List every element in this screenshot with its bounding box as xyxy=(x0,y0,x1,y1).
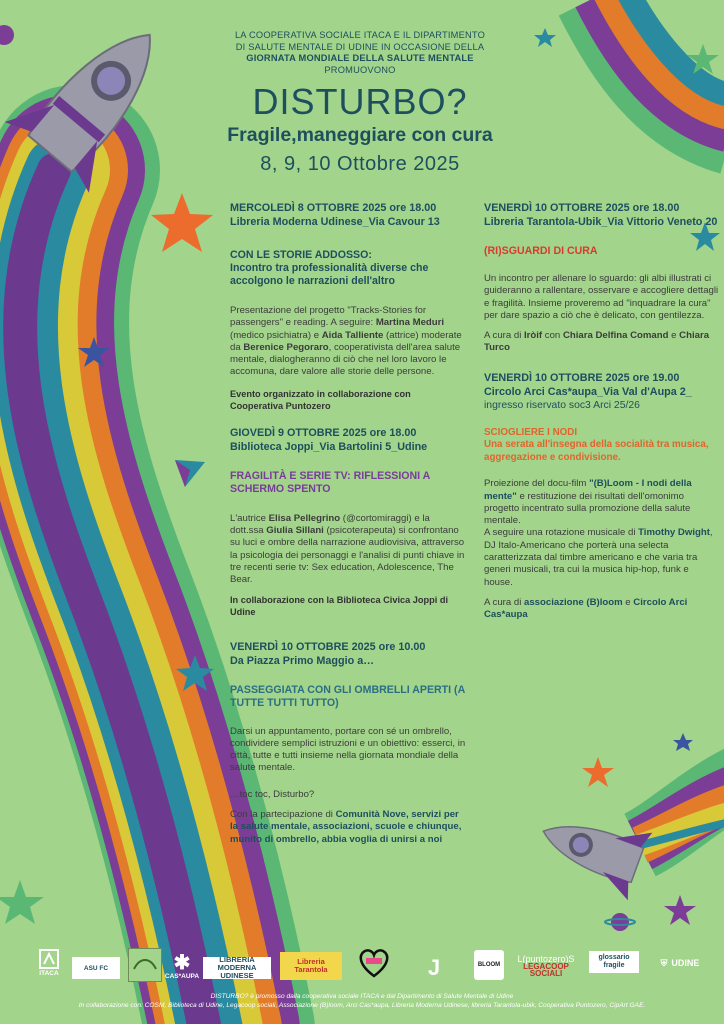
event-fri-evening-cura: A cura di Iròif con Chiara Delfina Comand e Chiara Turco xyxy=(484,330,710,354)
itaca-icon xyxy=(38,948,60,970)
event-wed xyxy=(230,201,466,412)
event-dates: 8, 9, 10 Ottobre 2025 xyxy=(260,153,460,175)
header-line-1: LA COOPERATIVA SOCIALE ITACA E IL DIPARTIMENTO xyxy=(234,30,486,40)
asterisk-icon: ✱ xyxy=(173,951,191,974)
event-wed-collab: Evento organizzato in collaborazione con Cooperativa Puntozero xyxy=(230,388,411,411)
heart-logo xyxy=(356,946,392,980)
header-line-3: GIORNATA MONDIALE DELLA SALUTE MENTALE xyxy=(246,53,474,64)
event-fri-morning-when: VENERDÌ 10 OTTOBRE 2025 ore 10.00 xyxy=(230,640,426,653)
event-fri-evening xyxy=(484,201,720,355)
event-fri-evening-title: (RI)SGUARDI DI CURA xyxy=(484,245,598,257)
event-fri-night-title: SCIOGLIERE I NODI xyxy=(484,426,578,438)
event-fri-morning-knock: …toc toc, Disturbo? xyxy=(230,788,315,800)
page-title: DISTURBO? xyxy=(252,81,468,122)
itaca-logo: ITACA xyxy=(34,944,64,980)
bloom-logo: BLOOM xyxy=(474,950,504,980)
heart-icon xyxy=(357,947,391,979)
joppi-icon: J xyxy=(427,954,441,980)
event-fri-evening-description: Un incontro per allenare lo sguardo: gli albi illustrati ci guideranno a rallentare, osservare e accogliere dettagli e fragilità. Insieme proveremo ad "inquadrare la cura" per dare spazio a ciò che è delicato, con gentilezza. xyxy=(484,273,719,321)
event-fri-night-cura: A cura di associazione (B)loom e Circolo Arci Cas*aupa xyxy=(484,596,688,621)
event-thu-title: FRAGILITÀ E SERIE TV: RIFLESSIONI A SCHERMO SPENTO xyxy=(230,469,430,496)
puntozero-legacoop-logo: L(puntozero)S LEGACOOP SOCIALI xyxy=(517,953,575,978)
event-wed-when: MERCOLEDÌ 8 OTTOBRE 2025 ore 18.00 xyxy=(230,202,437,214)
casaupa-logo: ✱ CAS*AUPA xyxy=(164,951,200,980)
event-fri-night-music: A seguire una rotazione musicale di Timothy Dwight, DJ Italo-Americano che porterà una selecta caratterizzata dal timbre americano e che varia tra generi musicali, tra cui la musica hip-hop, funk e house. xyxy=(484,527,713,588)
udine-crest-icon: ⛨ xyxy=(660,957,668,968)
event-wed-where: Libreria Moderna Udinese_Via Cavour 13 xyxy=(230,216,440,228)
cosm-icon xyxy=(132,955,158,975)
event-fri-night-subtitle: Una serata all'insegna della socialità tra musica, aggregazione e condivisione. xyxy=(484,439,709,463)
event-fri-night-where: Circolo Arci Cas*aupa_Via Val d'Aupa 2_ xyxy=(484,385,692,398)
event-thu-description: L'autrice Elisa Pellegrino (@cortomiraggi) e la dott.ssa Giulia Sillani (psicoterapeuta) si confrontano su luci e ombre della narrazione audiovisiva, attraverso la psicologia dei personaggi e l'analisi di punti chiave in tre recenti serie tv: Sex education, Adolescence, The Bear. xyxy=(230,512,465,586)
event-wed-title: CON LE STORIE ADDOSSO: xyxy=(230,249,372,261)
asufc-logo: ASU FC xyxy=(72,957,120,979)
event-fri-morning-participation: Con la partecipazione di Comunità Nove, servizi per la salute mentale, associazioni, scuole e chiunque, munito di ombrello, abbia voglia di unirsi a noi xyxy=(230,809,462,845)
header-line-2: DI SALUTE MENTALE DI UDINE IN OCCASIONE DELLA xyxy=(235,41,485,52)
header-line-4: PROMUOVONO xyxy=(324,64,396,75)
event-fri-night-when: VENERDÌ 10 OTTOBRE 2025 ore 19.00 xyxy=(484,371,680,384)
event-fri-night xyxy=(484,371,720,622)
event-thu-when: GIOVEDÌ 9 OTTOBRE 2025 ore 18.00 xyxy=(230,426,417,439)
biblioteca-joppi-logo xyxy=(404,954,464,980)
event-fri-morning xyxy=(230,640,466,846)
event-thu xyxy=(230,426,466,618)
footer-promoted: DISTURBO? è promosso dalla cooperativa sociale ITACA e dal Dipartimento di Salute Mentale di Udine xyxy=(210,993,514,1000)
glossario-fragile-logo: glossario fragile xyxy=(589,951,639,973)
event-fri-evening-where: Libreria Tarantola-Ubik_Via Vittorio Veneto 20 xyxy=(484,216,718,228)
page-subtitle: Fragile,maneggiare con cura xyxy=(227,124,493,146)
event-fri-night-entry: ingresso riservato soc3 Arci 25/26 xyxy=(484,399,640,411)
udine-logo: ⛨ UDINE xyxy=(660,957,700,968)
event-fri-morning-where: Da Piazza Primo Maggio a… xyxy=(230,654,374,667)
event-wed-subtitle: Incontro tra professionalità diverse che accolgono le narrazioni dell'altro xyxy=(230,262,429,287)
header xyxy=(200,30,520,76)
right-column xyxy=(484,201,720,622)
left-column xyxy=(230,201,466,846)
event-fri-night-description: Proiezione del docu-film "(B)Loom - I nodi della mente" e restituzione dei risultati dell'omonimo progetto incentrato sulla promozione della salute mentale. xyxy=(484,478,692,527)
cosm-logo xyxy=(128,948,162,982)
event-thu-collab: In collaborazione con la Biblioteca Civica Joppi di Udine xyxy=(230,594,448,617)
tarantola-logo: Libreria Tarantola xyxy=(280,952,342,980)
event-wed-description: Presentazione del progetto "Tracks-Stories for passengers" e reading. A seguire: Martina Meduri (medico psichiatra) e Aida Talliente (attrice) moderate da Berenice Pegoraro, cooperativista dell'area salute mentale, dialogheranno di ciò che nel loro lavoro le accomuna, dare valore alle storie delle persone. xyxy=(230,305,462,378)
event-thu-where: Biblioteca Joppi_Via Bartolini 5_Udine xyxy=(230,440,428,453)
libreria-moderna-logo: LIBRERIA MODERNA UDINESE xyxy=(203,957,271,979)
footer-collaboration: In collaborazione con: COSM, Biblioteca di Udine, Legacoop sociali, Associazione (B)loom, Arci Cas*aupa, Libreria Moderna Udinese, libreria Tarantola-ubik, Cooperativa Puntozero, CipArt GAE. xyxy=(78,1002,646,1009)
event-fri-evening-when: VENERDÌ 10 OTTOBRE 2025 ore 18.00 xyxy=(484,202,680,214)
event-fri-morning-title: PASSEGGIATA CON GLI OMBRELLI APERTI (A TUTTE TUTTI TUTTO) xyxy=(230,683,465,709)
event-fri-morning-description: Darsi un appuntamento, portare con sé un ombrello, condividere semplici istruzioni e un obiettivo: esserci, in città, tutte e tutti insieme nella giornata mondiale della salute mentale. xyxy=(230,725,466,774)
